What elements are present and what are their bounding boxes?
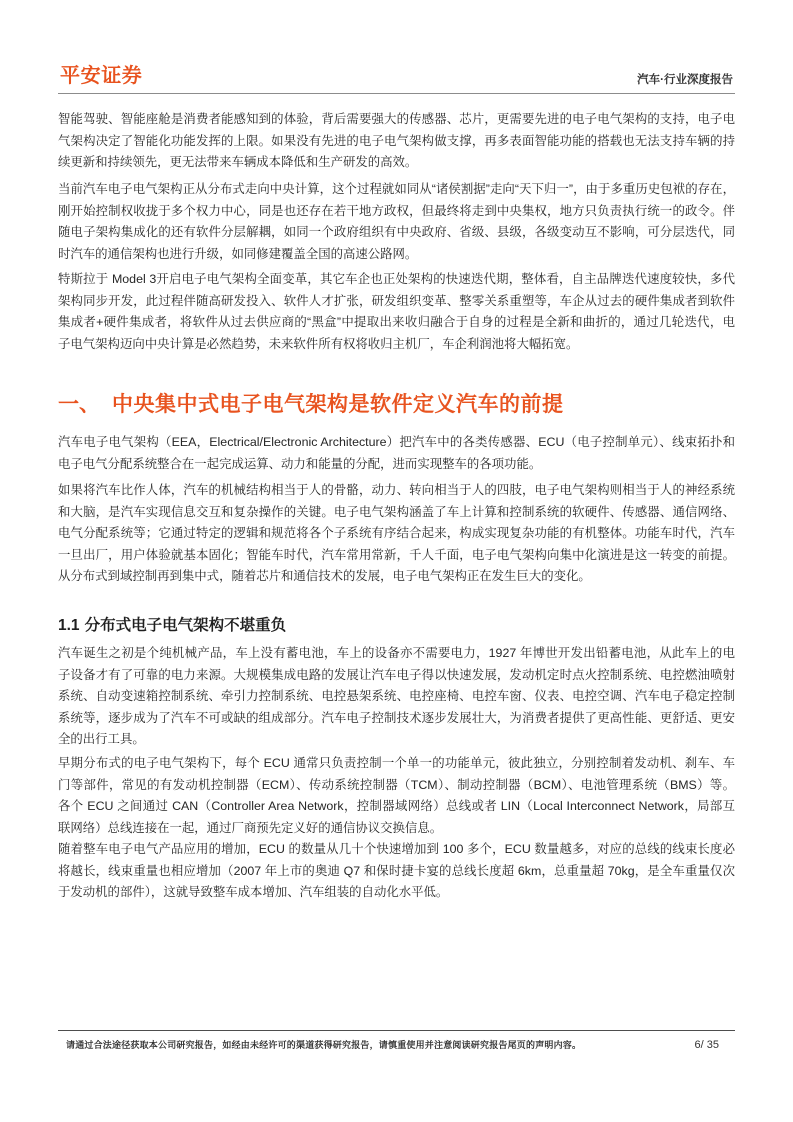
page-number: 6/ 35 [694,1039,719,1051]
paragraph-line: 子电气架构迈向中央计算是必然趋势，未来软件所有权将收归主机厂，车企利润池将大幅拓宽。 [58,336,579,351]
subsection-title: 分布式电子电气架构不堪重负 [84,617,287,634]
paragraph-line: 刚开始控制权收拢于多个权力中心，同是也还存在若干地方政权，但最终将走到中央集权，地方只负责执行统一的政令。伴 [58,203,735,218]
footer-divider [58,1030,735,1031]
section-number: 一、 [58,393,100,416]
paragraph-line: 从分布式到域控制再到集中式，随着芯片和通信技术的发展，电子电气架构正在发生巨大的变化。 [58,569,591,583]
paragraph-line: 气架构决定了智能化功能发挥的上限。如果没有先进的电子电气架构做支撑，再多表面智能功能的搭载也无法支持车辆的持 [58,133,735,148]
paragraph-line: 特斯拉于 Model 3开启电子电气架构全面变革，其它车企也正处架构的快速迭代期，整体看，自主品牌迭代速度较快，多代 [58,272,735,286]
paragraph-line: 将越长，线束重量也相应增加（2007 年上市的奥迪 Q7 和保时捷卡宴的总线长度超 6km，总重量超 70kg，是全车重量仅次 [58,863,735,878]
header-divider [58,93,735,94]
paragraph-line: 各个 ECU 之间通过 CAN（Controller Area Network，控制器域网络）总线或者 LIN（Local Interconnect Network，局部互 [58,799,735,813]
subsection-paragraph-1 [58,643,735,751]
paragraph-line: 于发动机的部件），这就导致整车成本增加、汽车组装的自动化水平低。 [58,885,449,899]
footer-disclaimer: 请通过合法途径获取本公司研究报告，如经由未经许可的渠道获得研究报告，请慎重使用并注意阅读研究报告尾页的声明内容。 [66,1040,582,1050]
paragraph-line: 汽车诞生之初是个纯机械产品，车上没有蓄电池，车上的设备亦不需要电力，1927 年博世开发出铅蓄电池，从此车上的电 [58,646,735,660]
paragraph-line: 电气分配系统等；它通过特定的逻辑和规范将各个子系统有序结合起来，构成实现复杂功能的有机整体。功能车时代，汽车 [58,526,735,540]
section-1-paragraph-2 [58,480,735,588]
paragraph-line: 一旦出厂，用户体验就基本固化；智能车时代，汽车常用常新，千人千面，电子电气架构向集中化演进是这一转变的前提。 [58,547,735,562]
section-title: 中央集中式电子电气架构是软件定义汽车的前提 [112,393,564,416]
paragraph-line: 当前汽车电子电气架构正从分布式走向中央计算，这个过程就如同从“诸侯割据”走向“天下归一”，由于多重历史包袱的存在， [58,182,735,196]
paragraph-line: 智能驾驶、智能座舱是消费者能感知到的体验，背后需要强大的传感器、芯片，更需要先进的电子电气架构的支持，电子电 [58,112,735,126]
paragraph-line: 门等部件，常见的有发动机控制器（ECM）、传动系统控制器（TCM）、制动控制器（BCM）、电池管理系统（BMS）等。 [58,777,735,792]
paragraph-line: 和大脑，是汽车实现信息交互和复杂操作的关键。电子电气架构涵盖了车上计算和控制系统的软硬件、传感器、通信网络、 [58,504,735,519]
paragraph-line: 全的出行工具。 [58,732,145,746]
paragraph-line: 如果将汽车比作人体，汽车的机械结构相当于人的骨骼，动力、转向相当于人的四肢，电子电气架构则相当于人的神经系统 [58,483,735,497]
paragraph-line: 早期分布式的电子电气架构下，每个 ECU 通常只负责控制一个单一的功能单元，彼此独立，分别控制着发动机、刹车、车 [58,756,735,770]
paragraph-line: 汽车电子电气架构（EEA，Electrical/Electronic Architecture）把汽车中的各类传感器、ECU（电子控制单元）、线束拓扑和 [58,435,735,449]
paragraph-line: 子设备才有了可靠的电力来源。大规模集成电路的发展让汽车电子得以快速发展，发动机定时点火控制系统、电控燃油喷射 [58,667,735,682]
paragraph-line: 随着整车电子电气产品应用的增加，ECU 的数量从几十个快速增加到 100 多个，ECU 数量越多，对应的总线的线束长度必 [58,842,735,856]
paragraph-line: 电子电气分配系统整合在一起完成运算、动力和能量的分配，进而实现整车的各项功能。 [58,456,542,471]
paragraph-line: 随电子架构集成化的还有软件分层解耦，如同一个政府组织有中央政府、省级、县级，各级变动互不影响，可分层迭代，同 [58,225,735,239]
subsection-heading [58,615,286,637]
intro-paragraph-2 [58,179,735,265]
paragraph-line: 时汽车的通信架构也进行升级，如同修建覆盖全国的高速公路网。 [58,246,418,261]
paragraph-line: 续更新和持续领先，更无法带来车辆成本降低和生产研发的高效。 [58,155,418,169]
paragraph-line: 联网络）总线连接在一起，通过厂商预先定义好的通信协议交换信息。 [58,820,443,835]
paragraph-line: 集成者+硬件集成者，将软件从过去供应商的“黑盒”中提取出来收归融合于自身的过程是全新和曲折的，通过几轮迭代，电 [58,315,735,329]
subsection-number: 1.1 [58,617,80,634]
report-category: 汽车·行业深度报告 [637,74,733,86]
intro-paragraph-1 [58,109,735,174]
subsection-paragraph-2 [58,753,735,839]
paragraph-line: 系统等，逐步成为了汽车不可或缺的组成部分。汽车电子控制技术逐步发展壮大，为消费者提供了更高性能、更舒适、更安 [58,710,735,725]
paragraph-line: 架构同步开发，此过程伴随高研发投入、软件人才扩张，研发组织变革、整零关系重塑等，车企从过去的硬件集成者到软件 [58,293,735,308]
intro-paragraph-3 [58,269,735,355]
paragraph-line: 系统、自动变速箱控制系统、牵引力控制系统、电控悬架系统、电控座椅、电控车窗、仪表、电控空调、汽车电子稳定控制 [58,689,735,703]
section-1-paragraph-1 [58,432,735,475]
subsection-paragraph-3 [58,839,735,904]
brand-logo: 平安证券 [60,65,143,87]
